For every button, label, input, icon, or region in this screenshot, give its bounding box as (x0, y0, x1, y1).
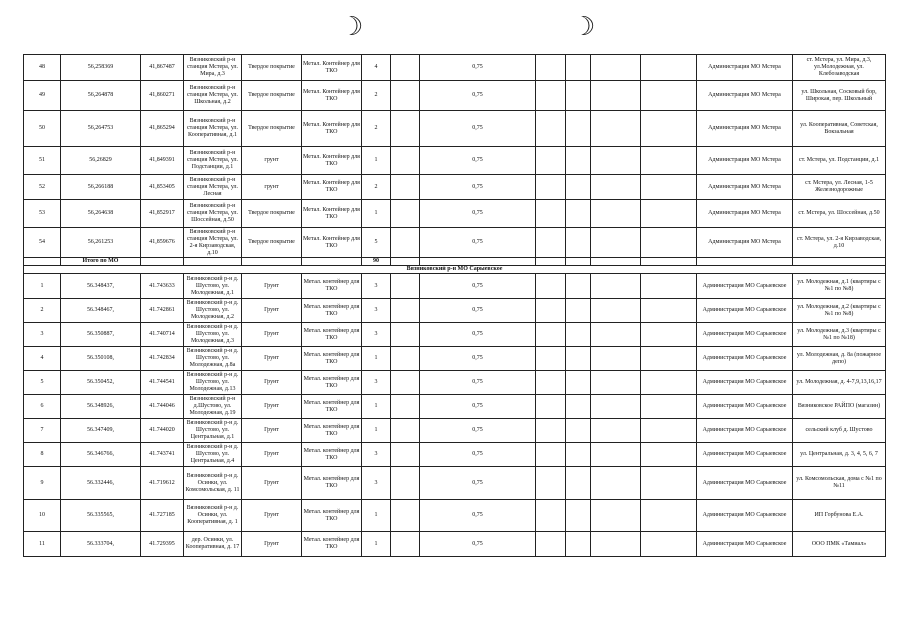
empty-cell (566, 395, 591, 419)
container-count: 2 (362, 111, 391, 147)
latitude: 56,264638 (61, 200, 141, 228)
surface-type: Твердое покрытие (242, 55, 302, 81)
container-count: 3 (362, 443, 391, 467)
empty-cell (641, 532, 697, 557)
address: Вязниковский р-н д. Шустово, ул. Молодежная, д.1 (184, 274, 242, 299)
latitude: 56.333704, (61, 532, 141, 557)
empty-cell (566, 81, 591, 111)
container-count: 1 (362, 395, 391, 419)
longitude: 41,852917 (141, 200, 184, 228)
row-number: 1 (24, 274, 61, 299)
empty-cell (566, 274, 591, 299)
section-title: Вязниковский р-н МО Сарыевское (24, 266, 886, 274)
container-type: Метал. контейнер для ТКО (302, 443, 362, 467)
owner: Администрация МО Мстера (697, 55, 793, 81)
punch-mark-right: ☽ (572, 12, 596, 42)
container-count: 3 (362, 467, 391, 500)
empty-cell (591, 500, 641, 532)
empty-cell (591, 347, 641, 371)
row-number: 7 (24, 419, 61, 443)
surface-type: Твердое покрытие (242, 200, 302, 228)
latitude: 56,266188 (61, 175, 141, 200)
owner: Администрация МО Сарыевское (697, 467, 793, 500)
empty-cell (536, 467, 566, 500)
empty-cell (641, 111, 697, 147)
row-number: 6 (24, 395, 61, 419)
address: Вязниковский р-н станция Мстера, ул. 2-я Кирзаводская, д.10 (184, 228, 242, 258)
empty-cell (591, 299, 641, 323)
served-objects: ул. Молодежная, д.2 (квартиры с №1 по №8) (793, 299, 886, 323)
owner: Администрация МО Сарыевское (697, 347, 793, 371)
empty-cell (591, 111, 641, 147)
longitude: 41,849391 (141, 147, 184, 175)
owner: Администрация МО Сарыевское (697, 532, 793, 557)
table-row (24, 274, 886, 299)
served-objects: ул. Молодежная, д.3 (квартиры с №1 по №18) (793, 323, 886, 347)
empty-cell (641, 443, 697, 467)
empty-cell (591, 274, 641, 299)
address: Вязниковский р-н станция Мстера, ул. Кооперативная, д.1 (184, 111, 242, 147)
total-value: 90 (362, 258, 391, 266)
table-row (24, 147, 886, 175)
served-objects: Вязниковское РАЙПО (магазин) (793, 395, 886, 419)
longitude: 41,859676 (141, 228, 184, 258)
empty-cell (566, 111, 591, 147)
empty-cell (566, 55, 591, 81)
empty-cell (641, 347, 697, 371)
empty-cell (641, 200, 697, 228)
longitude: 41.743741 (141, 443, 184, 467)
owner: Администрация МО Мстера (697, 111, 793, 147)
surface-type: Грунт (242, 347, 302, 371)
longitude: 41.740714 (141, 323, 184, 347)
empty-cell (591, 55, 641, 81)
empty-cell (591, 419, 641, 443)
surface-type: Грунт (242, 500, 302, 532)
empty-cell (391, 299, 420, 323)
latitude: 56,264753 (61, 111, 141, 147)
row-number: 5 (24, 371, 61, 395)
container-count: 1 (362, 419, 391, 443)
container-type: Метал. контейнер для ТКО (302, 274, 362, 299)
empty-cell (566, 175, 591, 200)
longitude: 41.744046 (141, 395, 184, 419)
empty-cell (391, 419, 420, 443)
longitude: 41.727185 (141, 500, 184, 532)
container-count: 1 (362, 500, 391, 532)
address: Вязниковский р-н д. Шустово, ул. Центральная, д.1 (184, 419, 242, 443)
table-row (24, 228, 886, 258)
owner: Администрация МО Сарыевское (697, 299, 793, 323)
owner: Администрация МО Сарыевское (697, 419, 793, 443)
row-number: 10 (24, 500, 61, 532)
surface-type: Грунт (242, 467, 302, 500)
container-type: Метал. контейнер для ТКО (302, 347, 362, 371)
container-count: 3 (362, 323, 391, 347)
longitude: 41.742861 (141, 299, 184, 323)
container-type: Метал. Контейнер для ТКО (302, 147, 362, 175)
empty-cell (566, 500, 591, 532)
empty-cell (566, 419, 591, 443)
container-volume: 0,75 (420, 175, 536, 200)
empty-cell (566, 443, 591, 467)
container-volume: 0,75 (420, 347, 536, 371)
row-number: 9 (24, 467, 61, 500)
table-row (24, 419, 886, 443)
empty-cell (391, 323, 420, 347)
row-number: 3 (24, 323, 61, 347)
container-volume: 0,75 (420, 395, 536, 419)
empty-cell (536, 419, 566, 443)
container-type: Метал. контейнер для ТКО (302, 467, 362, 500)
empty-cell (566, 200, 591, 228)
row-number: 48 (24, 55, 61, 81)
container-count: 3 (362, 274, 391, 299)
surface-type: Твердое покрытие (242, 228, 302, 258)
table-row (24, 395, 886, 419)
served-objects: ул. Молодежная, д.1 (квартиры с №1 по №8) (793, 274, 886, 299)
empty-cell (641, 395, 697, 419)
empty-cell (391, 371, 420, 395)
longitude: 41.743633 (141, 274, 184, 299)
empty-cell (536, 175, 566, 200)
empty-cell (391, 111, 420, 147)
container-type: Метал. контейнер для ТКО (302, 323, 362, 347)
empty-cell (591, 228, 641, 258)
served-objects: ст. Мстера, ул. 2-я Кирзаводская, д.10 (793, 228, 886, 258)
address: Вязниковский р-н д.Шустово, ул. Молодежная, д.19 (184, 395, 242, 419)
empty-cell (536, 371, 566, 395)
longitude: 41.729395 (141, 532, 184, 557)
container-count: 1 (362, 147, 391, 175)
owner: Администрация МО Мстера (697, 147, 793, 175)
empty-cell (641, 55, 697, 81)
container-count: 1 (362, 532, 391, 557)
table-row (24, 175, 886, 200)
container-volume: 0,75 (420, 443, 536, 467)
served-objects: ул. Молодежная, д. 4-7,9,13,16,17 (793, 371, 886, 395)
owner: Администрация МО Мстера (697, 200, 793, 228)
empty-cell (536, 500, 566, 532)
served-objects: ул. Школьная, Сосковый бор, Широкая, пер. Школьный (793, 81, 886, 111)
empty-cell (591, 371, 641, 395)
address: Вязниковский р-н станция Мстера, ул. Школьная, д.2 (184, 81, 242, 111)
container-count: 2 (362, 81, 391, 111)
container-volume: 0,75 (420, 147, 536, 175)
table-row (24, 299, 886, 323)
row-number: 53 (24, 200, 61, 228)
container-volume: 0,75 (420, 274, 536, 299)
empty-cell (641, 147, 697, 175)
container-volume: 0,75 (420, 55, 536, 81)
longitude: 41.719612 (141, 467, 184, 500)
address: Вязниковский р-н станция Мстера, ул. Лесная (184, 175, 242, 200)
longitude: 41.742834 (141, 347, 184, 371)
surface-type: Грунт (242, 443, 302, 467)
container-type: Метал. контейнер для ТКО (302, 299, 362, 323)
empty-cell (641, 419, 697, 443)
empty-cell (391, 467, 420, 500)
container-volume: 0,75 (420, 111, 536, 147)
table-row (24, 347, 886, 371)
empty-cell (641, 274, 697, 299)
latitude: 56.348467, (61, 299, 141, 323)
total-row-group (24, 258, 886, 274)
punch-mark-left: ☽ (340, 12, 364, 42)
empty-cell (591, 532, 641, 557)
surface-type: Грунт (242, 323, 302, 347)
surface-type: Твердое покрытие (242, 111, 302, 147)
container-volume: 0,75 (420, 228, 536, 258)
latitude: 56.348926, (61, 395, 141, 419)
served-objects: ул. Центральная, д. 3, 4, 5, 6, 7 (793, 443, 886, 467)
served-objects: ул. Молодежная, д. 8а (пожарное депо) (793, 347, 886, 371)
empty-cell (591, 200, 641, 228)
container-type: Метал. Контейнер для ТКО (302, 111, 362, 147)
container-type: Метал. Контейнер для ТКО (302, 228, 362, 258)
container-volume: 0,75 (420, 500, 536, 532)
container-volume: 0,75 (420, 467, 536, 500)
table-row (24, 200, 886, 228)
latitude: 56,264878 (61, 81, 141, 111)
row-number: 51 (24, 147, 61, 175)
owner: Администрация МО Сарыевское (697, 371, 793, 395)
container-volume: 0,75 (420, 200, 536, 228)
empty-cell (391, 175, 420, 200)
longitude: 41,867487 (141, 55, 184, 81)
table-row (24, 55, 886, 81)
row-number: 11 (24, 532, 61, 557)
surface-type: Грунт (242, 274, 302, 299)
empty-cell (566, 323, 591, 347)
empty-cell (566, 532, 591, 557)
latitude: 56.332446, (61, 467, 141, 500)
empty-cell (536, 274, 566, 299)
empty-cell (536, 228, 566, 258)
empty-cell (566, 347, 591, 371)
surface-type: грунт (242, 147, 302, 175)
latitude: 56.348437, (61, 274, 141, 299)
table-row (24, 500, 886, 532)
empty-cell (536, 81, 566, 111)
latitude: 56.350887, (61, 323, 141, 347)
served-objects: ул. Комсомольская, дома с №1 по №11 (793, 467, 886, 500)
empty-cell (536, 299, 566, 323)
section-saryevskoe (24, 274, 886, 557)
served-objects: ИП Горбунова Е.А. (793, 500, 886, 532)
empty-cell (641, 371, 697, 395)
longitude: 41,865294 (141, 111, 184, 147)
container-count: 4 (362, 55, 391, 81)
address: Вязниковский р-н д. Осинки, ул. Кооперативная, д. 1 (184, 500, 242, 532)
longitude: 41.744541 (141, 371, 184, 395)
container-volume: 0,75 (420, 299, 536, 323)
owner: Администрация МО Мстера (697, 81, 793, 111)
surface-type: Грунт (242, 395, 302, 419)
empty-cell (641, 500, 697, 532)
address: Вязниковский р-н д. Шустово, ул. Молодежная, д.13 (184, 371, 242, 395)
owner: Администрация МО Сарыевское (697, 323, 793, 347)
empty-cell (391, 200, 420, 228)
owner: Администрация МО Сарыевское (697, 274, 793, 299)
container-volume: 0,75 (420, 81, 536, 111)
empty-cell (566, 467, 591, 500)
empty-cell (391, 443, 420, 467)
latitude: 56.350452, (61, 371, 141, 395)
row-number: 4 (24, 347, 61, 371)
container-type: Метал. контейнер для ТКО (302, 532, 362, 557)
owner: Администрация МО Мстера (697, 228, 793, 258)
section-title-row (24, 266, 886, 274)
surface-type: Грунт (242, 299, 302, 323)
surface-type: Грунт (242, 532, 302, 557)
empty-cell (566, 228, 591, 258)
served-objects: ст. Мстера, ул. Лесная, 1-5 Железнодорожные (793, 175, 886, 200)
container-count: 1 (362, 200, 391, 228)
empty-cell (391, 500, 420, 532)
register-table (23, 54, 886, 557)
empty-cell (591, 175, 641, 200)
row-number: 52 (24, 175, 61, 200)
table-row (24, 111, 886, 147)
table-row (24, 532, 886, 557)
empty-cell (641, 299, 697, 323)
container-type: Метал. Контейнер для ТКО (302, 55, 362, 81)
served-objects: ст. Мстера, ул. Подстанции, д.1 (793, 147, 886, 175)
container-count: 5 (362, 228, 391, 258)
container-volume: 0,75 (420, 323, 536, 347)
section-mstera (24, 55, 886, 258)
longitude: 41,853405 (141, 175, 184, 200)
latitude: 56.347409, (61, 419, 141, 443)
surface-type: Грунт (242, 371, 302, 395)
empty-cell (591, 395, 641, 419)
address: Вязниковский р-н д. Шустово, ул. Молодежная, д.3 (184, 323, 242, 347)
served-objects: ст. Мстера, ул. Шоссейная, д.50 (793, 200, 886, 228)
empty-cell (591, 467, 641, 500)
empty-cell (391, 532, 420, 557)
owner: Администрация МО Мстера (697, 175, 793, 200)
table-row (24, 371, 886, 395)
empty-cell (391, 147, 420, 175)
owner: Администрация МО Сарыевское (697, 443, 793, 467)
empty-cell (536, 200, 566, 228)
empty-cell (591, 443, 641, 467)
longitude: 41.744020 (141, 419, 184, 443)
empty-cell (641, 81, 697, 111)
empty-cell (536, 395, 566, 419)
surface-type: грунт (242, 175, 302, 200)
empty-cell (536, 323, 566, 347)
empty-cell (536, 147, 566, 175)
table-row (24, 81, 886, 111)
address: Вязниковский р-н станция Мстера, ул. Шоссейная, д.50 (184, 200, 242, 228)
empty-cell (536, 55, 566, 81)
empty-cell (536, 347, 566, 371)
table-row (24, 323, 886, 347)
row-number: 8 (24, 443, 61, 467)
container-type: Метал. Контейнер для ТКО (302, 200, 362, 228)
container-volume: 0,75 (420, 532, 536, 557)
address: Вязниковский р-н д. Шустово, ул. Центральная, д.4 (184, 443, 242, 467)
empty-cell (641, 175, 697, 200)
container-volume: 0,75 (420, 371, 536, 395)
empty-cell (391, 274, 420, 299)
row-number: 49 (24, 81, 61, 111)
longitude: 41,860271 (141, 81, 184, 111)
latitude: 56,258369 (61, 55, 141, 81)
container-type: Метал. контейнер для ТКО (302, 500, 362, 532)
address: Вязниковский р-н станция Мстера, ул. Подстанции, д.1 (184, 147, 242, 175)
served-objects: ул. Кооперативная, Советская, Вокзальная (793, 111, 886, 147)
container-type: Метал. контейнер для ТКО (302, 371, 362, 395)
container-volume: 0,75 (420, 419, 536, 443)
container-type: Метал. Контейнер для ТКО (302, 175, 362, 200)
latitude: 56,261253 (61, 228, 141, 258)
served-objects: ООО ПМК «Тамиал» (793, 532, 886, 557)
container-type: Метал. Контейнер для ТКО (302, 81, 362, 111)
empty-cell (566, 299, 591, 323)
empty-cell (536, 443, 566, 467)
address: дер. Осинки, ул. Кооперативная, д. 17 (184, 532, 242, 557)
latitude: 56.335565, (61, 500, 141, 532)
empty-cell (536, 532, 566, 557)
empty-cell (641, 323, 697, 347)
row-number: 54 (24, 228, 61, 258)
total-label: Итого по МО (61, 258, 141, 266)
container-count: 1 (362, 347, 391, 371)
total-row (24, 258, 886, 266)
owner: Администрация МО Сарыевское (697, 500, 793, 532)
surface-type: Грунт (242, 419, 302, 443)
row-number: 50 (24, 111, 61, 147)
latitude: 56,26829 (61, 147, 141, 175)
latitude: 56.350108, (61, 347, 141, 371)
empty-cell (536, 111, 566, 147)
empty-cell (641, 228, 697, 258)
empty-cell (391, 228, 420, 258)
empty-cell (591, 81, 641, 111)
container-count: 3 (362, 299, 391, 323)
served-objects: сельский клуб д. Шустово (793, 419, 886, 443)
empty-cell (641, 467, 697, 500)
owner: Администрация МО Сарыевское (697, 395, 793, 419)
latitude: 56.346766, (61, 443, 141, 467)
container-count: 2 (362, 175, 391, 200)
surface-type: Твердое покрытие (242, 81, 302, 111)
row-number: 2 (24, 299, 61, 323)
address: Вязниковский р-н д. Шустово, ул. Молодежная, д.2 (184, 299, 242, 323)
served-objects: ст. Мстера, ул. Мира, д.3, ул.Молодежная, ул. Клебозаводская (793, 55, 886, 81)
empty-cell (591, 323, 641, 347)
empty-cell (391, 347, 420, 371)
empty-cell (391, 81, 420, 111)
container-type: Метал. контейнер для ТКО (302, 419, 362, 443)
table-row (24, 443, 886, 467)
table-row (24, 467, 886, 500)
address: Вязниковский р-н станция Мстера, ул. Мира, д.3 (184, 55, 242, 81)
empty-cell (566, 147, 591, 175)
empty-cell (591, 147, 641, 175)
empty-cell (391, 395, 420, 419)
empty-cell (566, 371, 591, 395)
container-count: 3 (362, 371, 391, 395)
address: Вязниковский р-н д. Осинки, ул. Комсомольская, д. 11 (184, 467, 242, 500)
empty-cell (391, 55, 420, 81)
container-type: Метал. контейнер для ТКО (302, 395, 362, 419)
address: Вязниковский р-н д. Шустово, ул. Молодежная, д.8а (184, 347, 242, 371)
